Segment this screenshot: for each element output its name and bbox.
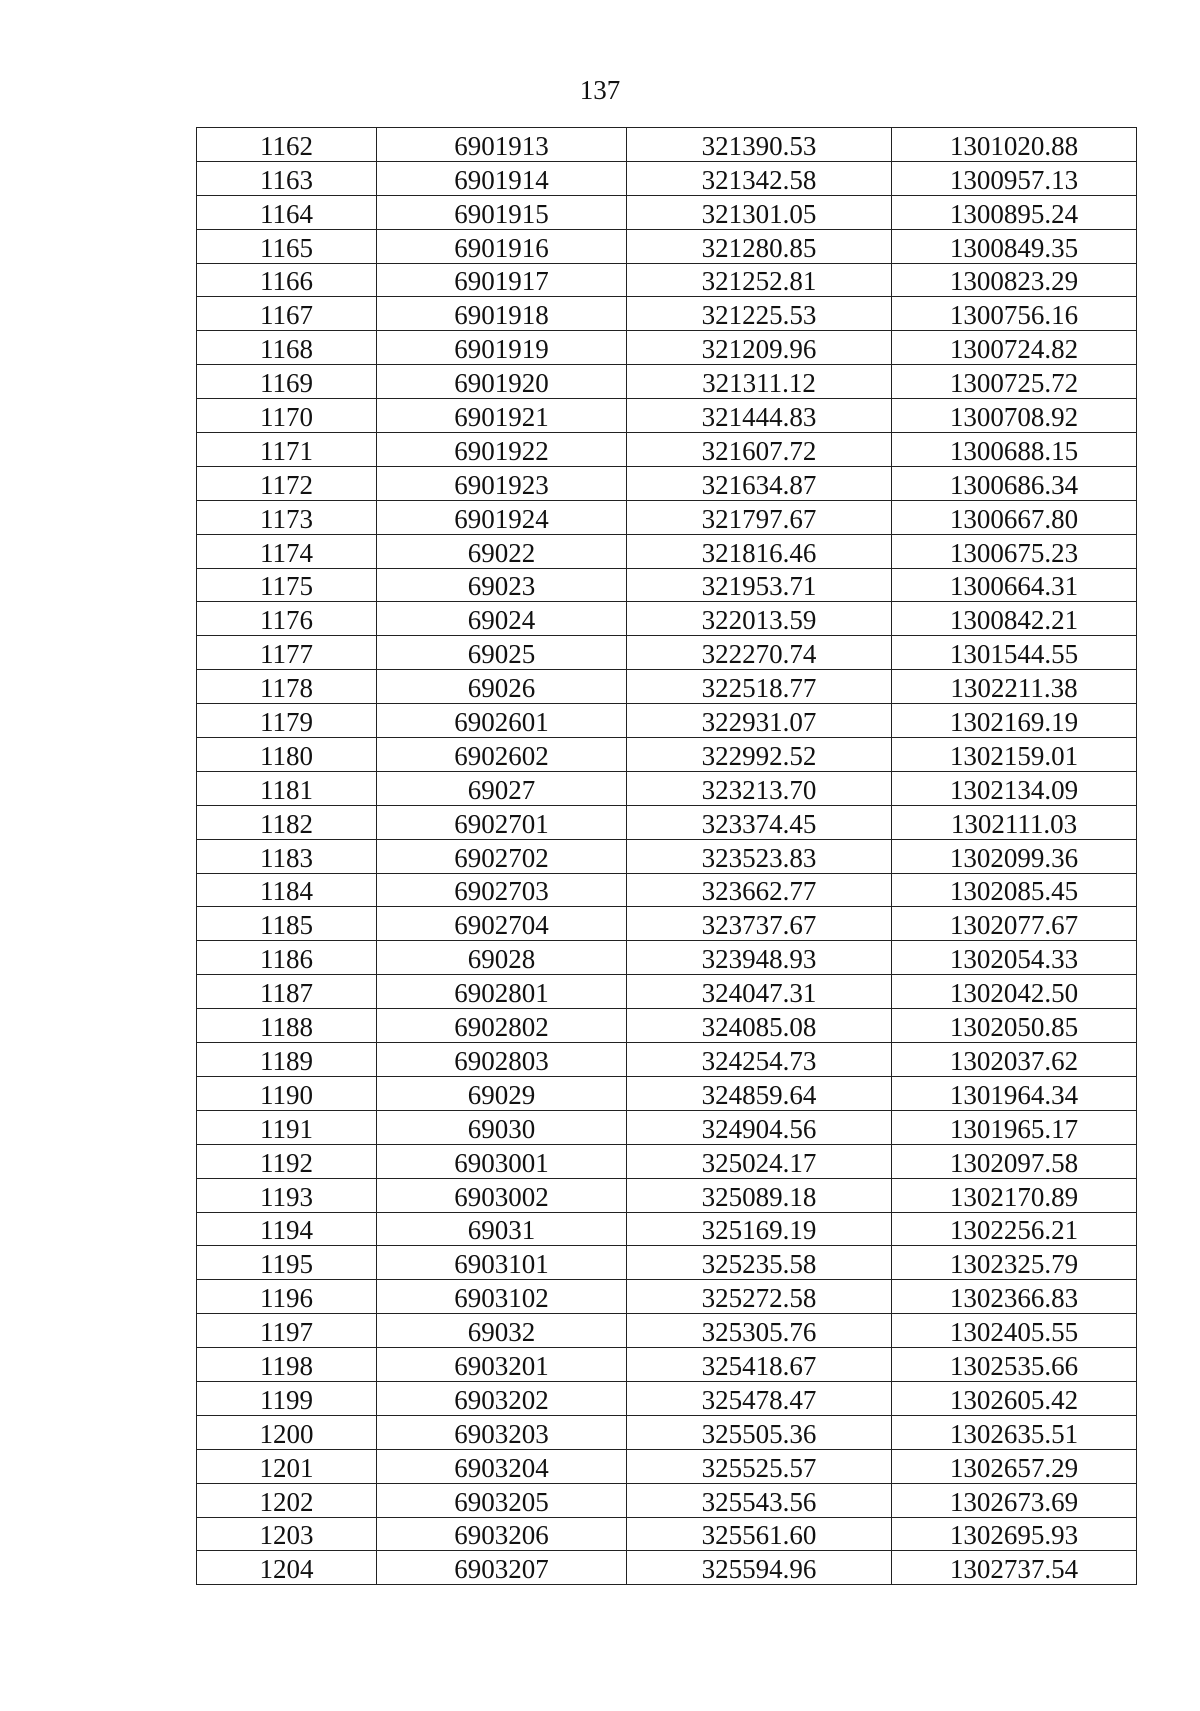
- y-coordinate-cell: 1302111.03: [892, 805, 1137, 839]
- row-number-cell: 1170: [197, 399, 377, 433]
- y-coordinate-cell: 1300688.15: [892, 433, 1137, 467]
- table-row: [197, 1551, 1137, 1585]
- row-number-cell: 1182: [197, 805, 377, 839]
- row-number-cell: 1185: [197, 907, 377, 941]
- x-coordinate-cell: 321797.67: [627, 500, 892, 534]
- row-number-cell: 1188: [197, 1009, 377, 1043]
- point-id-cell: 69028: [377, 941, 627, 975]
- table-row: [197, 534, 1137, 568]
- x-coordinate-cell: 325024.17: [627, 1144, 892, 1178]
- x-coordinate-cell: 323374.45: [627, 805, 892, 839]
- point-id-cell: 6903206: [377, 1517, 627, 1551]
- point-id-cell: 6902601: [377, 704, 627, 738]
- y-coordinate-cell: 1301020.88: [892, 128, 1137, 162]
- y-coordinate-cell: 1302134.09: [892, 771, 1137, 805]
- y-coordinate-cell: 1300667.80: [892, 500, 1137, 534]
- x-coordinate-cell: 321311.12: [627, 365, 892, 399]
- point-id-cell: 69026: [377, 670, 627, 704]
- row-number-cell: 1196: [197, 1280, 377, 1314]
- y-coordinate-cell: 1300823.29: [892, 263, 1137, 297]
- table-row: [197, 229, 1137, 263]
- x-coordinate-cell: 325543.56: [627, 1483, 892, 1517]
- row-number-cell: 1201: [197, 1449, 377, 1483]
- table-row: [197, 399, 1137, 433]
- row-number-cell: 1166: [197, 263, 377, 297]
- table-row: [197, 297, 1137, 331]
- row-number-cell: 1200: [197, 1415, 377, 1449]
- point-id-cell: 6903101: [377, 1246, 627, 1280]
- y-coordinate-cell: 1302635.51: [892, 1415, 1137, 1449]
- x-coordinate-cell: 321301.05: [627, 195, 892, 229]
- table-row: [197, 195, 1137, 229]
- x-coordinate-cell: 323662.77: [627, 873, 892, 907]
- y-coordinate-cell: 1302037.62: [892, 1043, 1137, 1077]
- x-coordinate-cell: 322992.52: [627, 738, 892, 772]
- point-id-cell: 69023: [377, 568, 627, 602]
- row-number-cell: 1197: [197, 1314, 377, 1348]
- y-coordinate-cell: 1302405.55: [892, 1314, 1137, 1348]
- y-coordinate-cell: 1300957.13: [892, 161, 1137, 195]
- point-id-cell: 6901914: [377, 161, 627, 195]
- point-id-cell: 6903201: [377, 1348, 627, 1382]
- y-coordinate-cell: 1302605.42: [892, 1381, 1137, 1415]
- table-row: [197, 771, 1137, 805]
- x-coordinate-cell: 325594.96: [627, 1551, 892, 1585]
- x-coordinate-cell: 322931.07: [627, 704, 892, 738]
- point-id-cell: 6902703: [377, 873, 627, 907]
- table-body: [197, 128, 1137, 1585]
- y-coordinate-cell: 1302042.50: [892, 975, 1137, 1009]
- table-row: [197, 1483, 1137, 1517]
- table-row: [197, 975, 1137, 1009]
- row-number-cell: 1165: [197, 229, 377, 263]
- row-number-cell: 1190: [197, 1076, 377, 1110]
- table-row: [197, 738, 1137, 772]
- table-row: [197, 1246, 1137, 1280]
- y-coordinate-cell: 1302211.38: [892, 670, 1137, 704]
- row-number-cell: 1186: [197, 941, 377, 975]
- y-coordinate-cell: 1300842.21: [892, 602, 1137, 636]
- point-id-cell: 69032: [377, 1314, 627, 1348]
- row-number-cell: 1193: [197, 1178, 377, 1212]
- y-coordinate-cell: 1302695.93: [892, 1517, 1137, 1551]
- x-coordinate-cell: 325478.47: [627, 1381, 892, 1415]
- table-row: [197, 907, 1137, 941]
- row-number-cell: 1177: [197, 636, 377, 670]
- y-coordinate-cell: 1301964.34: [892, 1076, 1137, 1110]
- row-number-cell: 1164: [197, 195, 377, 229]
- row-number-cell: 1169: [197, 365, 377, 399]
- x-coordinate-cell: 323737.67: [627, 907, 892, 941]
- row-number-cell: 1167: [197, 297, 377, 331]
- page-number: 137: [579, 75, 621, 105]
- table-row: [197, 1280, 1137, 1314]
- x-coordinate-cell: 325089.18: [627, 1178, 892, 1212]
- row-number-cell: 1171: [197, 433, 377, 467]
- row-number-cell: 1168: [197, 331, 377, 365]
- y-coordinate-cell: 1302085.45: [892, 873, 1137, 907]
- table-row: [197, 128, 1137, 162]
- point-id-cell: 6901924: [377, 500, 627, 534]
- x-coordinate-cell: 321225.53: [627, 297, 892, 331]
- y-coordinate-cell: 1301965.17: [892, 1110, 1137, 1144]
- x-coordinate-cell: 322518.77: [627, 670, 892, 704]
- row-number-cell: 1181: [197, 771, 377, 805]
- row-number-cell: 1191: [197, 1110, 377, 1144]
- y-coordinate-cell: 1302170.89: [892, 1178, 1137, 1212]
- row-number-cell: 1163: [197, 161, 377, 195]
- table-row: [197, 1144, 1137, 1178]
- row-number-cell: 1183: [197, 839, 377, 873]
- point-id-cell: 6903001: [377, 1144, 627, 1178]
- y-coordinate-cell: 1300664.31: [892, 568, 1137, 602]
- row-number-cell: 1184: [197, 873, 377, 907]
- y-coordinate-cell: 1302737.54: [892, 1551, 1137, 1585]
- x-coordinate-cell: 321342.58: [627, 161, 892, 195]
- table-row: [197, 1043, 1137, 1077]
- row-number-cell: 1202: [197, 1483, 377, 1517]
- x-coordinate-cell: 321252.81: [627, 263, 892, 297]
- point-id-cell: 6902602: [377, 738, 627, 772]
- point-id-cell: 6903203: [377, 1415, 627, 1449]
- y-coordinate-cell: 1302535.66: [892, 1348, 1137, 1382]
- table-row: [197, 704, 1137, 738]
- row-number-cell: 1199: [197, 1381, 377, 1415]
- y-coordinate-cell: 1300725.72: [892, 365, 1137, 399]
- point-id-cell: 6903202: [377, 1381, 627, 1415]
- row-number-cell: 1187: [197, 975, 377, 1009]
- row-number-cell: 1180: [197, 738, 377, 772]
- point-id-cell: 6901918: [377, 297, 627, 331]
- point-id-cell: 6903002: [377, 1178, 627, 1212]
- y-coordinate-cell: 1302169.19: [892, 704, 1137, 738]
- x-coordinate-cell: 324904.56: [627, 1110, 892, 1144]
- x-coordinate-cell: 321816.46: [627, 534, 892, 568]
- x-coordinate-cell: 325418.67: [627, 1348, 892, 1382]
- point-id-cell: 6901913: [377, 128, 627, 162]
- table-row: [197, 161, 1137, 195]
- row-number-cell: 1176: [197, 602, 377, 636]
- point-id-cell: 69031: [377, 1212, 627, 1246]
- x-coordinate-cell: 321634.87: [627, 466, 892, 500]
- table-row: [197, 466, 1137, 500]
- y-coordinate-cell: 1302256.21: [892, 1212, 1137, 1246]
- x-coordinate-cell: 325235.58: [627, 1246, 892, 1280]
- row-number-cell: 1162: [197, 128, 377, 162]
- point-id-cell: 6902803: [377, 1043, 627, 1077]
- x-coordinate-cell: 325525.57: [627, 1449, 892, 1483]
- point-id-cell: 6901917: [377, 263, 627, 297]
- row-number-cell: 1178: [197, 670, 377, 704]
- table-row: [197, 873, 1137, 907]
- y-coordinate-cell: 1300708.92: [892, 399, 1137, 433]
- point-id-cell: 69025: [377, 636, 627, 670]
- point-id-cell: 6902701: [377, 805, 627, 839]
- point-id-cell: 6901920: [377, 365, 627, 399]
- row-number-cell: 1198: [197, 1348, 377, 1382]
- x-coordinate-cell: 321209.96: [627, 331, 892, 365]
- row-number-cell: 1194: [197, 1212, 377, 1246]
- point-id-cell: 6901915: [377, 195, 627, 229]
- y-coordinate-cell: 1302054.33: [892, 941, 1137, 975]
- row-number-cell: 1195: [197, 1246, 377, 1280]
- point-id-cell: 6903207: [377, 1551, 627, 1585]
- x-coordinate-cell: 321444.83: [627, 399, 892, 433]
- x-coordinate-cell: 321280.85: [627, 229, 892, 263]
- y-coordinate-cell: 1300686.34: [892, 466, 1137, 500]
- y-coordinate-cell: 1300675.23: [892, 534, 1137, 568]
- table-row: [197, 1348, 1137, 1382]
- table-row: [197, 1449, 1137, 1483]
- table-row: [197, 365, 1137, 399]
- table-row: [197, 331, 1137, 365]
- x-coordinate-cell: 324859.64: [627, 1076, 892, 1110]
- point-id-cell: 6901916: [377, 229, 627, 263]
- table-row: [197, 568, 1137, 602]
- y-coordinate-cell: 1301544.55: [892, 636, 1137, 670]
- y-coordinate-cell: 1302673.69: [892, 1483, 1137, 1517]
- x-coordinate-cell: 324047.31: [627, 975, 892, 1009]
- y-coordinate-cell: 1300724.82: [892, 331, 1137, 365]
- row-number-cell: 1189: [197, 1043, 377, 1077]
- row-number-cell: 1203: [197, 1517, 377, 1551]
- x-coordinate-cell: 324254.73: [627, 1043, 892, 1077]
- table-row: [197, 1178, 1137, 1212]
- point-id-cell: 6901919: [377, 331, 627, 365]
- point-id-cell: 69022: [377, 534, 627, 568]
- y-coordinate-cell: 1302077.67: [892, 907, 1137, 941]
- table-row: [197, 636, 1137, 670]
- x-coordinate-cell: 325169.19: [627, 1212, 892, 1246]
- point-id-cell: 6901922: [377, 433, 627, 467]
- coordinates-table: [196, 127, 1137, 1585]
- table-row: [197, 1381, 1137, 1415]
- x-coordinate-cell: 322270.74: [627, 636, 892, 670]
- x-coordinate-cell: 321390.53: [627, 128, 892, 162]
- point-id-cell: 6902702: [377, 839, 627, 873]
- row-number-cell: 1174: [197, 534, 377, 568]
- y-coordinate-cell: 1302099.36: [892, 839, 1137, 873]
- x-coordinate-cell: 323948.93: [627, 941, 892, 975]
- point-id-cell: 69029: [377, 1076, 627, 1110]
- x-coordinate-cell: 324085.08: [627, 1009, 892, 1043]
- point-id-cell: 6902704: [377, 907, 627, 941]
- point-id-cell: 6902802: [377, 1009, 627, 1043]
- x-coordinate-cell: 325305.76: [627, 1314, 892, 1348]
- point-id-cell: 6902801: [377, 975, 627, 1009]
- y-coordinate-cell: 1300849.35: [892, 229, 1137, 263]
- x-coordinate-cell: 321953.71: [627, 568, 892, 602]
- x-coordinate-cell: 323213.70: [627, 771, 892, 805]
- row-number-cell: 1175: [197, 568, 377, 602]
- x-coordinate-cell: 325505.36: [627, 1415, 892, 1449]
- table-row: [197, 805, 1137, 839]
- table-row: [197, 839, 1137, 873]
- row-number-cell: 1192: [197, 1144, 377, 1178]
- row-number-cell: 1173: [197, 500, 377, 534]
- point-id-cell: 69024: [377, 602, 627, 636]
- table-row: [197, 1517, 1137, 1551]
- row-number-cell: 1179: [197, 704, 377, 738]
- table-row: [197, 670, 1137, 704]
- row-number-cell: 1172: [197, 466, 377, 500]
- table-row: [197, 602, 1137, 636]
- table-row: [197, 1076, 1137, 1110]
- x-coordinate-cell: 325561.60: [627, 1517, 892, 1551]
- y-coordinate-cell: 1300756.16: [892, 297, 1137, 331]
- point-id-cell: 6901923: [377, 466, 627, 500]
- table-row: [197, 1110, 1137, 1144]
- table-row: [197, 941, 1137, 975]
- table-row: [197, 1212, 1137, 1246]
- y-coordinate-cell: 1300895.24: [892, 195, 1137, 229]
- x-coordinate-cell: 322013.59: [627, 602, 892, 636]
- table-row: [197, 1314, 1137, 1348]
- point-id-cell: 6903205: [377, 1483, 627, 1517]
- row-number-cell: 1204: [197, 1551, 377, 1585]
- table-row: [197, 1009, 1137, 1043]
- point-id-cell: 69027: [377, 771, 627, 805]
- y-coordinate-cell: 1302159.01: [892, 738, 1137, 772]
- x-coordinate-cell: 323523.83: [627, 839, 892, 873]
- point-id-cell: 6901921: [377, 399, 627, 433]
- x-coordinate-cell: 321607.72: [627, 433, 892, 467]
- y-coordinate-cell: 1302657.29: [892, 1449, 1137, 1483]
- y-coordinate-cell: 1302097.58: [892, 1144, 1137, 1178]
- y-coordinate-cell: 1302050.85: [892, 1009, 1137, 1043]
- table-row: [197, 500, 1137, 534]
- y-coordinate-cell: 1302325.79: [892, 1246, 1137, 1280]
- y-coordinate-cell: 1302366.83: [892, 1280, 1137, 1314]
- table-row: [197, 263, 1137, 297]
- point-id-cell: 69030: [377, 1110, 627, 1144]
- point-id-cell: 6903102: [377, 1280, 627, 1314]
- table-row: [197, 433, 1137, 467]
- table-row: [197, 1415, 1137, 1449]
- x-coordinate-cell: 325272.58: [627, 1280, 892, 1314]
- point-id-cell: 6903204: [377, 1449, 627, 1483]
